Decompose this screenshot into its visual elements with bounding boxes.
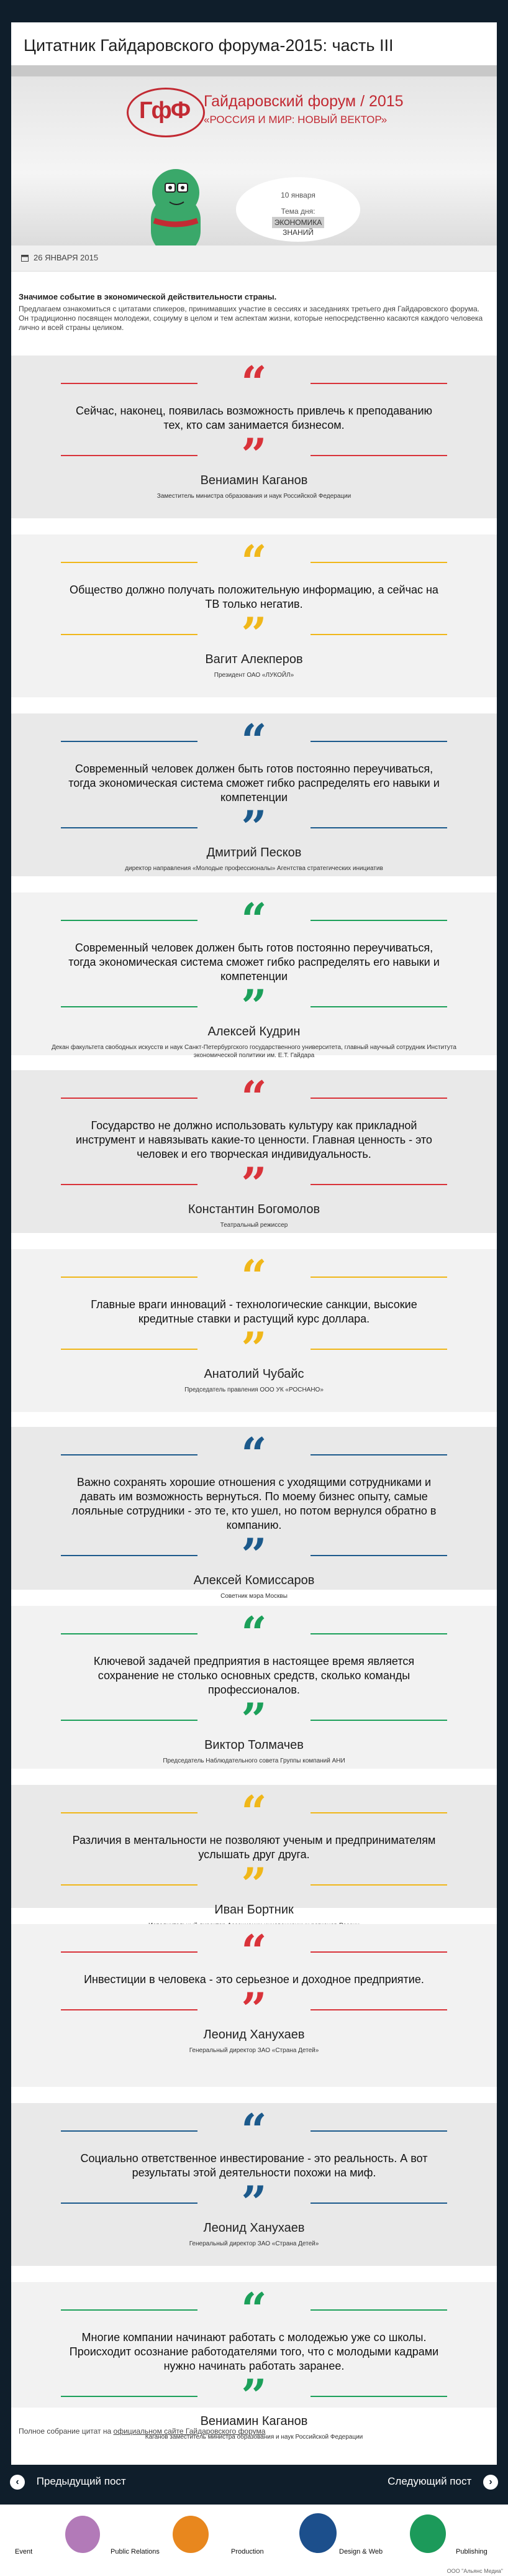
quote-block bbox=[11, 2103, 497, 2266]
divider-line bbox=[311, 1812, 447, 1813]
close-quote-icon: ” bbox=[241, 2369, 267, 2422]
forum-banner bbox=[11, 65, 497, 245]
close-quote-icon: ” bbox=[241, 428, 267, 481]
quote-text: Социально ответственное инвестирование - это реальность. А вот результаты этой деятельности похожи на миф. bbox=[80, 2152, 428, 2179]
speaker-role: Генеральный директор ЗАО «Страна Детей» bbox=[189, 2047, 319, 2054]
quote-block bbox=[11, 1606, 497, 1769]
bubble-topic-2: ЗНАНИЙ bbox=[283, 228, 314, 237]
divider-line bbox=[311, 920, 447, 921]
divider-line bbox=[311, 2309, 447, 2311]
open-quote-icon: “ bbox=[241, 1250, 267, 1303]
close-quote-icon: ” bbox=[241, 1322, 267, 1375]
open-quote-icon: “ bbox=[241, 1607, 267, 1659]
intro-text: Предлагаем ознакомиться с цитатами спикеров, принимавших участие в сессиях и заседаниях третьего дня Гайдаровского форума. Он традиционно посвящен молодежи, социуму в целом и тем аспектам жизни, которые непосредственно касаются каждого человека лично и всей страны целиком. bbox=[19, 305, 483, 332]
forum-name: Гайдаровский форум / 2015 bbox=[204, 93, 404, 110]
open-quote-icon: “ bbox=[241, 1925, 267, 1978]
forum-subtitle: «РОССИЯ И МИР: НОВЫЙ ВЕКТОР» bbox=[204, 114, 388, 126]
speaker-name: Анатолий Чубайс bbox=[204, 1367, 304, 1381]
post-navigation bbox=[11, 2465, 497, 2498]
quote-text: Важно сохранять хорошие отношения с уходящими сотрудниками и давать им возможность вернуться. По моему бизнес опыту, самые лояльные сотрудники - это те, кто ушел, но потом вернулся обратно в компанию. bbox=[71, 1476, 437, 1531]
divider-line bbox=[61, 455, 197, 456]
quote-text: Различия в ментальности не позволяют ученым и предпринимателям услышать друг друга. bbox=[72, 1834, 436, 1861]
speaker-role: Председатель правления ООО УК «РОСНАНО» bbox=[184, 1387, 324, 1393]
open-quote-icon: “ bbox=[241, 2104, 267, 2157]
close-quote-icon: ” bbox=[241, 2176, 267, 2229]
mascot-image bbox=[135, 158, 216, 245]
divider-line bbox=[61, 1006, 197, 1007]
open-quote-icon: “ bbox=[241, 1428, 267, 1480]
speaker-name: Леонид Ханухаев bbox=[203, 2221, 305, 2235]
close-quote-icon: ” bbox=[241, 800, 267, 853]
mascot-green-icon bbox=[410, 2514, 446, 2553]
speaker-role: Декан факультета свободных искусств и наук Санкт-Петербургского государственного университета, главный научный сотрудник Института экономической политики им. Е.Т. Гайдара bbox=[52, 1044, 456, 1059]
quote-text: Государство не должно использовать культуру как прикладной инструмент и навязывать какие-то ценности. Главная ценность - это человек и его творческая индивидуальность. bbox=[76, 1119, 432, 1160]
divider-line bbox=[61, 2130, 197, 2132]
speaker-name: Вениамин Каганов bbox=[200, 474, 308, 487]
divider-line bbox=[61, 634, 197, 635]
speaker-role: Театральный режиссер bbox=[220, 1222, 288, 1229]
close-quote-icon: ” bbox=[241, 1528, 267, 1581]
divider-line bbox=[61, 741, 197, 742]
divider-line bbox=[311, 1720, 447, 1721]
arrow-right-icon: › bbox=[483, 2475, 498, 2490]
speaker-role: Заместитель министра образования и наук Российской Федерации bbox=[156, 493, 352, 500]
divider-line bbox=[61, 1555, 197, 1556]
divider-line bbox=[311, 2009, 447, 2010]
divider-line bbox=[61, 1812, 197, 1813]
divider-line bbox=[311, 1555, 447, 1556]
quote-text: Инвестиции в человека - это серьезное и доходное предприятие. bbox=[84, 1973, 424, 1986]
category-publishing[interactable]: Publishing bbox=[456, 2548, 488, 2555]
category-design-web[interactable]: Design & Web bbox=[339, 2548, 383, 2555]
open-quote-icon: “ bbox=[241, 1071, 267, 1124]
quote-block bbox=[11, 1427, 497, 1600]
divider-line bbox=[311, 1277, 447, 1278]
divider-line bbox=[61, 2202, 197, 2204]
quote-text: Современный человек должен быть готов постоянно переучиваться, тогда экономическая система сможет гибко распределять его навыки и компетенции bbox=[68, 942, 440, 983]
divider-line bbox=[61, 1454, 197, 1455]
close-quote-icon: ” bbox=[241, 1157, 267, 1210]
divider-line bbox=[311, 1454, 447, 1455]
speaker-role: директор направления «Молодые профессионалы» Агентства стратегических инициатив bbox=[125, 865, 383, 872]
speech-bubble bbox=[236, 177, 360, 242]
intro-heading: Значимое событие в экономической действительности страны. bbox=[19, 292, 277, 301]
category-production[interactable]: Production bbox=[231, 2548, 264, 2555]
speaker-name: Вениамин Каганов bbox=[200, 2414, 308, 2428]
divider-line bbox=[311, 2396, 447, 2397]
quote-block bbox=[11, 534, 497, 697]
banner-top-bar bbox=[11, 65, 497, 76]
mascot-orange-icon bbox=[173, 2516, 209, 2553]
previous-post-button[interactable] bbox=[10, 2475, 126, 2490]
close-quote-icon: ” bbox=[241, 1982, 267, 2035]
quote-block bbox=[11, 1070, 497, 1233]
close-quote-icon: ” bbox=[241, 979, 267, 1032]
divider-line bbox=[311, 634, 447, 635]
divider-line bbox=[311, 383, 447, 384]
quote-block bbox=[11, 892, 497, 1059]
speaker-name: Иван Бортник bbox=[214, 1903, 294, 1917]
speaker-name: Константин Богомолов bbox=[188, 1203, 320, 1216]
category-public-relations[interactable]: Public Relations bbox=[111, 2548, 160, 2555]
quote-text: Современный человек должен быть готов постоянно переучиваться, тогда экономическая система сможет гибко распределять его навыки и компетенции bbox=[68, 763, 440, 804]
speaker-role: Каганов заместитель министра образования и наук Российской Федерации bbox=[145, 2434, 363, 2441]
forum-site-link[interactable]: официальном сайте Гайдаровского форума bbox=[113, 2427, 266, 2436]
quote-block bbox=[11, 1924, 497, 2087]
divider-line bbox=[311, 562, 447, 563]
divider-line bbox=[61, 383, 197, 384]
divider-line bbox=[311, 741, 447, 742]
divider-line bbox=[61, 2396, 197, 2397]
divider-line bbox=[61, 920, 197, 921]
speaker-role: Президент ОАО «ЛУКОЙЛ» bbox=[214, 672, 294, 679]
quote-block bbox=[11, 1785, 497, 1917]
speaker-name: Алексей Комиссаров bbox=[193, 1574, 315, 1587]
open-quote-icon: “ bbox=[241, 1785, 267, 1838]
speaker-role: Советник мэра Москвы bbox=[220, 1593, 288, 1600]
divider-line bbox=[311, 1884, 447, 1886]
post-title: Цитатник Гайдаровского форума-2015: часть III bbox=[24, 36, 394, 55]
quote-text: Ключевой задачей предприятия в настоящее время является сохранение не столько основных средств, сколько команды профессионалов. bbox=[93, 1655, 415, 1696]
mascot-blue-icon bbox=[299, 2513, 337, 2553]
divider-line bbox=[61, 827, 197, 828]
speaker-name: Алексей Кудрин bbox=[207, 1025, 301, 1038]
divider-line bbox=[311, 1951, 447, 1953]
calendar-icon bbox=[21, 254, 29, 262]
open-quote-icon: “ bbox=[241, 2283, 267, 2335]
arrow-left-icon: ‹ bbox=[10, 2475, 25, 2490]
quote-block bbox=[11, 1249, 497, 1412]
divider-line bbox=[311, 1349, 447, 1350]
bubble-topic-label: Тема дня: bbox=[281, 207, 315, 216]
divider-line bbox=[61, 1277, 197, 1278]
divider-line bbox=[61, 1951, 197, 1953]
next-post-button[interactable] bbox=[388, 2475, 498, 2490]
quote-text: Главные враги инноваций - технологические санкции, высокие кредитные ставки и растущий курс доллара. bbox=[91, 1298, 417, 1325]
copyright: ООО "Альянс Медиа" bbox=[447, 2568, 503, 2574]
quote-block bbox=[11, 355, 497, 518]
close-quote-icon: ” bbox=[241, 1858, 267, 1910]
divider-line bbox=[311, 1184, 447, 1185]
divider-line bbox=[311, 1006, 447, 1007]
divider-line bbox=[311, 455, 447, 456]
divider-line bbox=[61, 2309, 197, 2311]
divider-line bbox=[311, 2202, 447, 2204]
speaker-name: Вагит Алекперов bbox=[205, 653, 303, 666]
speaker-name: Виктор Толмачев bbox=[204, 1738, 304, 1752]
category-event[interactable]: Event bbox=[15, 2548, 33, 2555]
divider-line bbox=[61, 1884, 197, 1886]
bubble-topic: ЭКОНОМИКА bbox=[272, 217, 324, 228]
mascot-purple-icon bbox=[65, 2516, 100, 2553]
divider-line bbox=[61, 1349, 197, 1350]
divider-line bbox=[311, 1098, 447, 1099]
post-date-row bbox=[11, 245, 497, 272]
divider-line bbox=[61, 1720, 197, 1721]
open-quote-icon: “ bbox=[241, 535, 267, 588]
divider-line bbox=[61, 2009, 197, 2010]
speaker-name: Леонид Ханухаев bbox=[203, 2028, 305, 2042]
previous-post-label: Предыдущий пост bbox=[36, 2475, 126, 2488]
category-bar bbox=[0, 2505, 508, 2576]
footer-note-prefix: Полное собрание цитат на bbox=[19, 2427, 114, 2436]
quote-text: Общество должно получать положительную информацию, а сейчас на ТВ только негатив. bbox=[70, 584, 438, 610]
divider-line bbox=[61, 1633, 197, 1634]
open-quote-icon: “ bbox=[241, 893, 267, 946]
forum-logo-text: ГфФ bbox=[139, 98, 190, 124]
open-quote-icon: “ bbox=[241, 714, 267, 767]
quote-text: Сейчас, наконец, появилась возможность привлечь к преподаванию тех, кто сам занимается бизнесом. bbox=[75, 405, 432, 431]
post-date: 26 ЯНВАРЯ 2015 bbox=[34, 253, 99, 262]
open-quote-icon: “ bbox=[241, 356, 267, 409]
speaker-role: Председатель Наблюдательного совета Группы компаний АНИ bbox=[163, 1758, 345, 1764]
divider-line bbox=[61, 1184, 197, 1185]
close-quote-icon: ” bbox=[241, 1693, 267, 1746]
quote-text: Многие компании начинают работать с молодежью уже со школы. Происходит осознание работодателями того, что с молодыми кадрами нужно начинать работать заранее. bbox=[69, 2331, 439, 2372]
bubble-date: 10 января bbox=[281, 191, 315, 199]
footer-note bbox=[19, 2427, 265, 2436]
divider-line bbox=[61, 562, 197, 563]
divider-line bbox=[311, 827, 447, 828]
divider-line bbox=[311, 2130, 447, 2132]
divider-line bbox=[61, 1098, 197, 1099]
divider-line bbox=[311, 1633, 447, 1634]
quote-block bbox=[11, 713, 497, 876]
close-quote-icon: ” bbox=[241, 607, 267, 660]
speaker-role: Генеральный директор ЗАО «Страна Детей» bbox=[189, 2240, 319, 2247]
speaker-name: Дмитрий Песков bbox=[206, 846, 302, 859]
next-post-label: Следующий пост bbox=[388, 2475, 472, 2488]
